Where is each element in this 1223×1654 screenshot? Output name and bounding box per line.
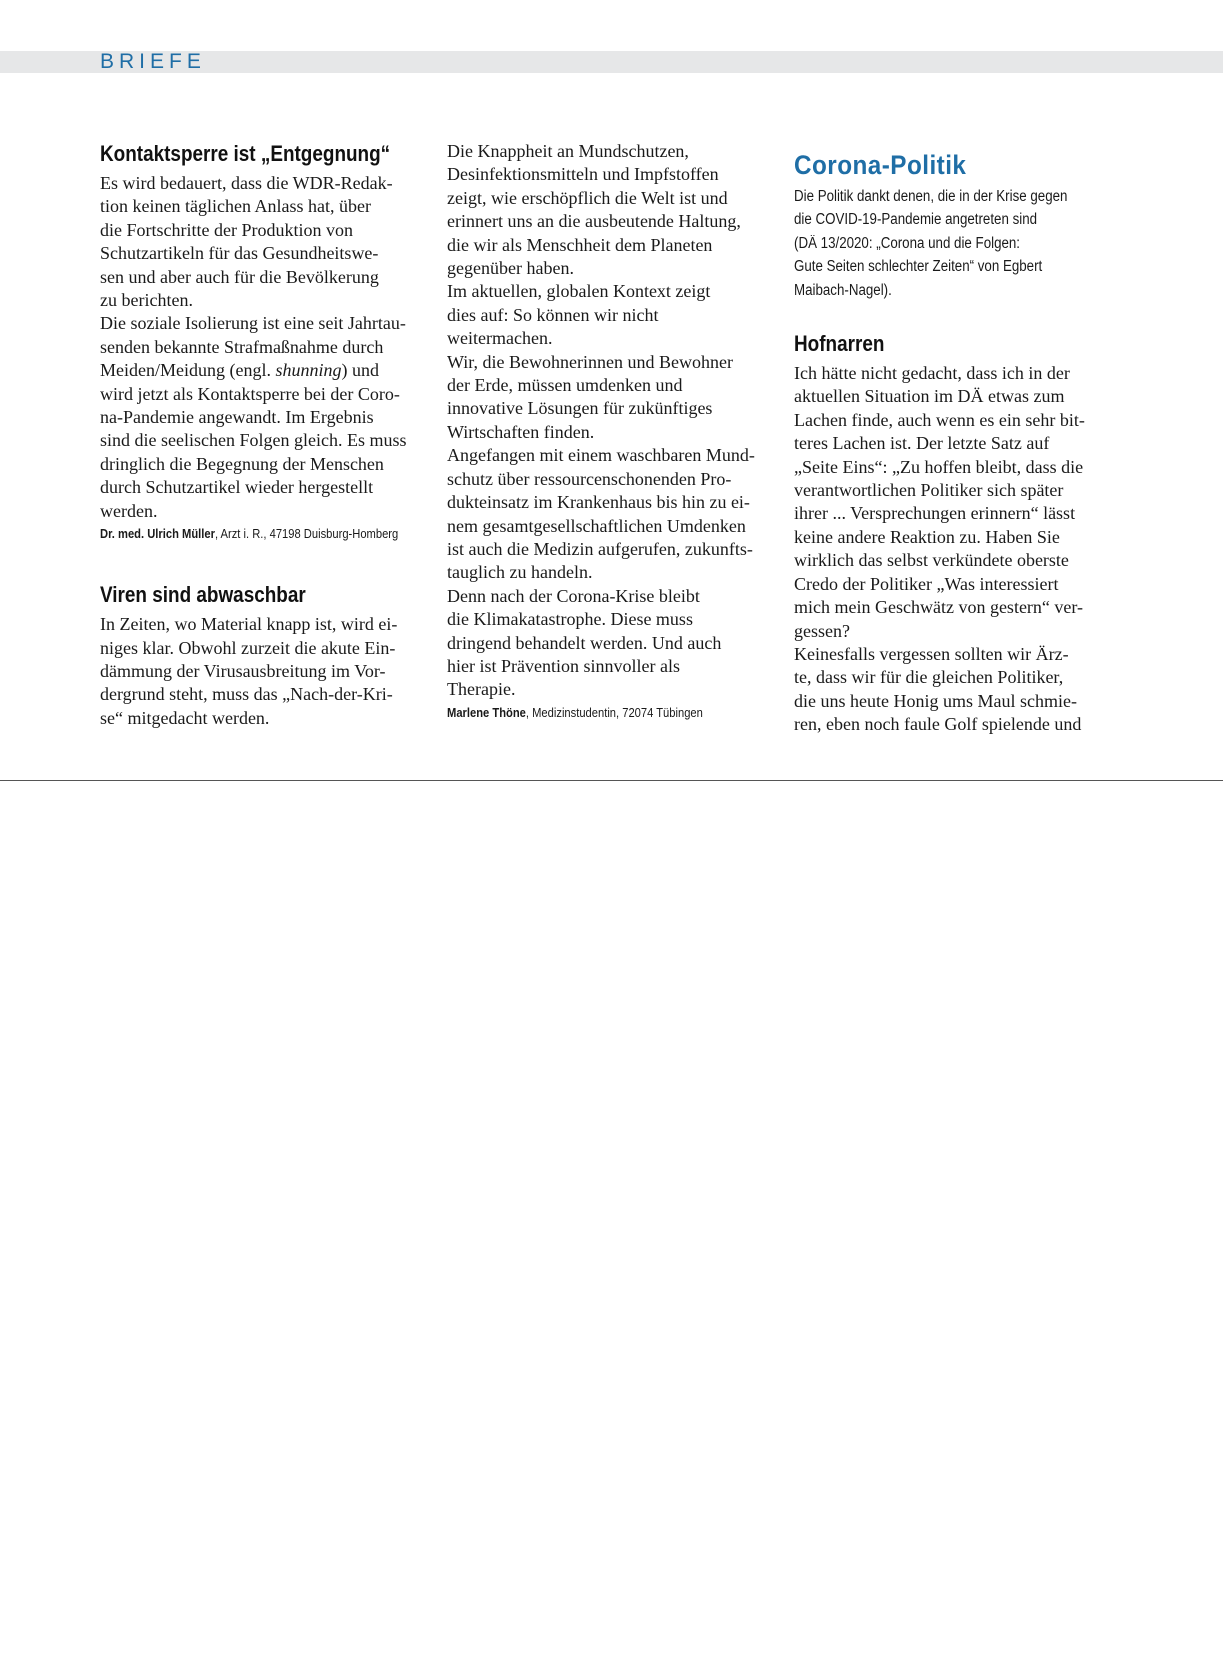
letter-text-line: dergrund steht, muss das „Nach-der-Kri- xyxy=(100,684,393,705)
letter-text-line: wird jetzt als Kontaktsperre bei der Coro- xyxy=(100,383,400,404)
letter-text-line: Im aktuellen, globalen Kontext zeigt xyxy=(447,281,711,302)
letter-text-line: Wir, die Bewohnerinnen und Bewohner xyxy=(447,351,733,372)
letter-text-line: Credo der Politiker „Was interessiert xyxy=(794,573,1059,594)
letter-text-line: Therapie. xyxy=(447,679,516,700)
letter-text-line: durch Schutzartikel wieder hergestellt xyxy=(100,477,374,498)
author-detail: , Medizinstudentin, 72074 Tübingen xyxy=(525,704,703,720)
letter-text-line: In Zeiten, wo Material knapp ist, wird ei- xyxy=(100,614,398,635)
author-name: Dr. med. Ulrich Müller xyxy=(100,526,215,542)
letter-text-line: Lachen finde, auch wenn es ein sehr bit- xyxy=(794,409,1085,430)
letter-text-line: erinnert uns an die ausbeutende Haltung, xyxy=(447,211,741,232)
column-2 xyxy=(447,140,777,722)
letter-headline: Hofnarren xyxy=(794,331,885,357)
letter-text-line: verantwortlichen Politiker sich später xyxy=(794,480,1064,501)
text-run-italic: shunning xyxy=(275,360,342,381)
topic-intro-line: (DÄ 13/2020: „Corona und die Folgen: xyxy=(794,234,1021,252)
letter-text-line xyxy=(100,359,430,382)
letter-text-line: teres Lachen ist. Der letzte Satz auf xyxy=(794,433,1050,454)
letter-text-line: Ich hätte nicht gedacht, dass ich in der xyxy=(794,363,1070,384)
letter-text-line: Keinesfalls vergessen sollten wir Ärz- xyxy=(794,643,1069,664)
letter-text-line: zu berichten. xyxy=(100,290,193,311)
topic-intro-line: die COVID-19-Pandemie angetreten sind xyxy=(794,211,1038,229)
letter-headline: Kontaktsperre ist „Entgegnung“ xyxy=(100,141,391,166)
letter-text-line: keine andere Reaktion zu. Haben Sie xyxy=(794,526,1060,547)
letter-text-line: tion keinen täglichen Anlass hat, über xyxy=(100,196,371,217)
letter-text-line: Desinfektionsmitteln und Impfstoffen xyxy=(447,164,719,185)
letter-text-line: „Seite Eins“: „Zu hoffen bleibt, dass die xyxy=(794,456,1084,477)
letter-text-line: te, dass wir für die gleichen Politiker, xyxy=(794,667,1064,688)
letter-text-line: dukteinsatz im Krankenhaus bis hin zu ei- xyxy=(447,492,750,513)
letter-text-line: Wirtschaften finden. xyxy=(447,421,595,442)
letter-text-line: hier ist Prävention sinnvoller als xyxy=(447,655,680,676)
letter-text-line: der Erde, müssen umdenken und xyxy=(447,375,683,396)
column-1 xyxy=(100,140,430,730)
topic-intro-line: Die Politik dankt denen, die in der Krise gegen xyxy=(794,188,1068,205)
letter-hofnarren xyxy=(794,330,1124,737)
bottom-divider xyxy=(0,780,1223,781)
letter-text-line: sen und aber auch für die Bevölkerung xyxy=(100,266,379,287)
letter-text-line: die Fortschritte der Produktion von xyxy=(100,219,353,240)
letter-text-line: ren, eben noch faule Golf spielende und xyxy=(794,714,1082,735)
letter-text-line: zeigt, wie erschöpflich die Welt ist und xyxy=(447,187,728,208)
letter-text-line: tauglich zu handeln. xyxy=(447,562,593,583)
letter-text-line: die uns heute Honig ums Maul schmie- xyxy=(794,690,1077,711)
letter-text-line: Denn nach der Corona-Krise bleibt xyxy=(447,585,700,606)
section-label: BRIEFE xyxy=(100,50,206,73)
letter-text-line: dringlich die Begegnung der Menschen xyxy=(100,453,384,474)
letter-text-line: aktuellen Situation im DÄ etwas zum xyxy=(794,386,1065,407)
letter-text-line: gessen? xyxy=(794,620,850,641)
letter-viren xyxy=(100,581,430,730)
letter-text-line: sind die seelischen Folgen gleich. Es muss xyxy=(100,430,407,451)
letter-signature xyxy=(100,525,399,543)
letter-text-line: wirklich das selbst verkündete oberste xyxy=(794,550,1069,571)
letter-text-line: innovative Lösungen für zukünftiges xyxy=(447,398,713,419)
letter-text-line: weitermachen. xyxy=(447,328,553,349)
letter-text-line: dämmung der Virusausbreitung im Vor- xyxy=(100,660,386,681)
letter-text-line: Es wird bedauert, dass die WDR-Redak- xyxy=(100,173,393,193)
letter-text-line: gegenüber haben. xyxy=(447,258,574,279)
letter-text-line: werden. xyxy=(100,500,158,521)
letter-text-line: Schutzartikeln für das Gesundheitswe- xyxy=(100,243,379,264)
letter-signature xyxy=(447,704,731,722)
letter-text-line: mich mein Geschwätz von gestern“ ver- xyxy=(794,597,1084,618)
text-run: ) und xyxy=(341,360,379,381)
letter-text-line: se“ mitgedacht werden. xyxy=(100,707,270,728)
letter-kontaktsperre xyxy=(100,140,430,543)
letter-text-line: dringend behandelt werden. Und auch xyxy=(447,632,722,653)
column-3 xyxy=(794,140,1124,737)
author-detail: , Arzt i. R., 47198 Duisburg-Homberg xyxy=(214,526,399,542)
letter-headline: Viren sind abwaschbar xyxy=(100,582,306,608)
text-run: Meiden/Meidung (engl. xyxy=(100,360,276,381)
letter-text-line: Die soziale Isolierung ist eine seit Jahrtau- xyxy=(100,313,406,334)
topic-title: Corona-Politik xyxy=(794,150,967,180)
letter-text-line: ist auch die Medizin aufgerufen, zukunfts- xyxy=(447,538,753,559)
letter-text-line: schutz über ressourcenschonenden Pro- xyxy=(447,468,732,489)
letter-text-line: Die Knappheit an Mundschutzen, xyxy=(447,141,689,161)
letter-text-line: nem gesamtgesellschaftlichen Umdenken xyxy=(447,515,746,536)
letter-text-line: dies auf: So können wir nicht xyxy=(447,304,659,325)
author-name: Marlene Thöne xyxy=(447,704,526,720)
letter-text-line: na-Pandemie angewandt. Im Ergebnis xyxy=(100,407,374,428)
topic-intro-line: Maibach-Nagel). xyxy=(794,281,892,299)
topic-intro xyxy=(794,185,1124,302)
letter-viren-continued xyxy=(447,140,777,722)
letter-text-line: die wir als Menschheit dem Planeten xyxy=(447,234,713,255)
topic-intro-line: Gute Seiten schlechter Zeiten“ von Egbert xyxy=(794,258,1043,276)
letter-text-line: die Klimakatastrophe. Diese muss xyxy=(447,609,693,630)
letter-text-line: Angefangen mit einem waschbaren Mund- xyxy=(447,445,755,466)
letter-text-line: niges klar. Obwohl zurzeit die akute Ein- xyxy=(100,637,396,658)
letter-text-line: ihrer ... Versprechungen erinnern“ lässt xyxy=(794,503,1076,524)
letter-text-line: senden bekannte Strafmaßnahme durch xyxy=(100,336,384,357)
